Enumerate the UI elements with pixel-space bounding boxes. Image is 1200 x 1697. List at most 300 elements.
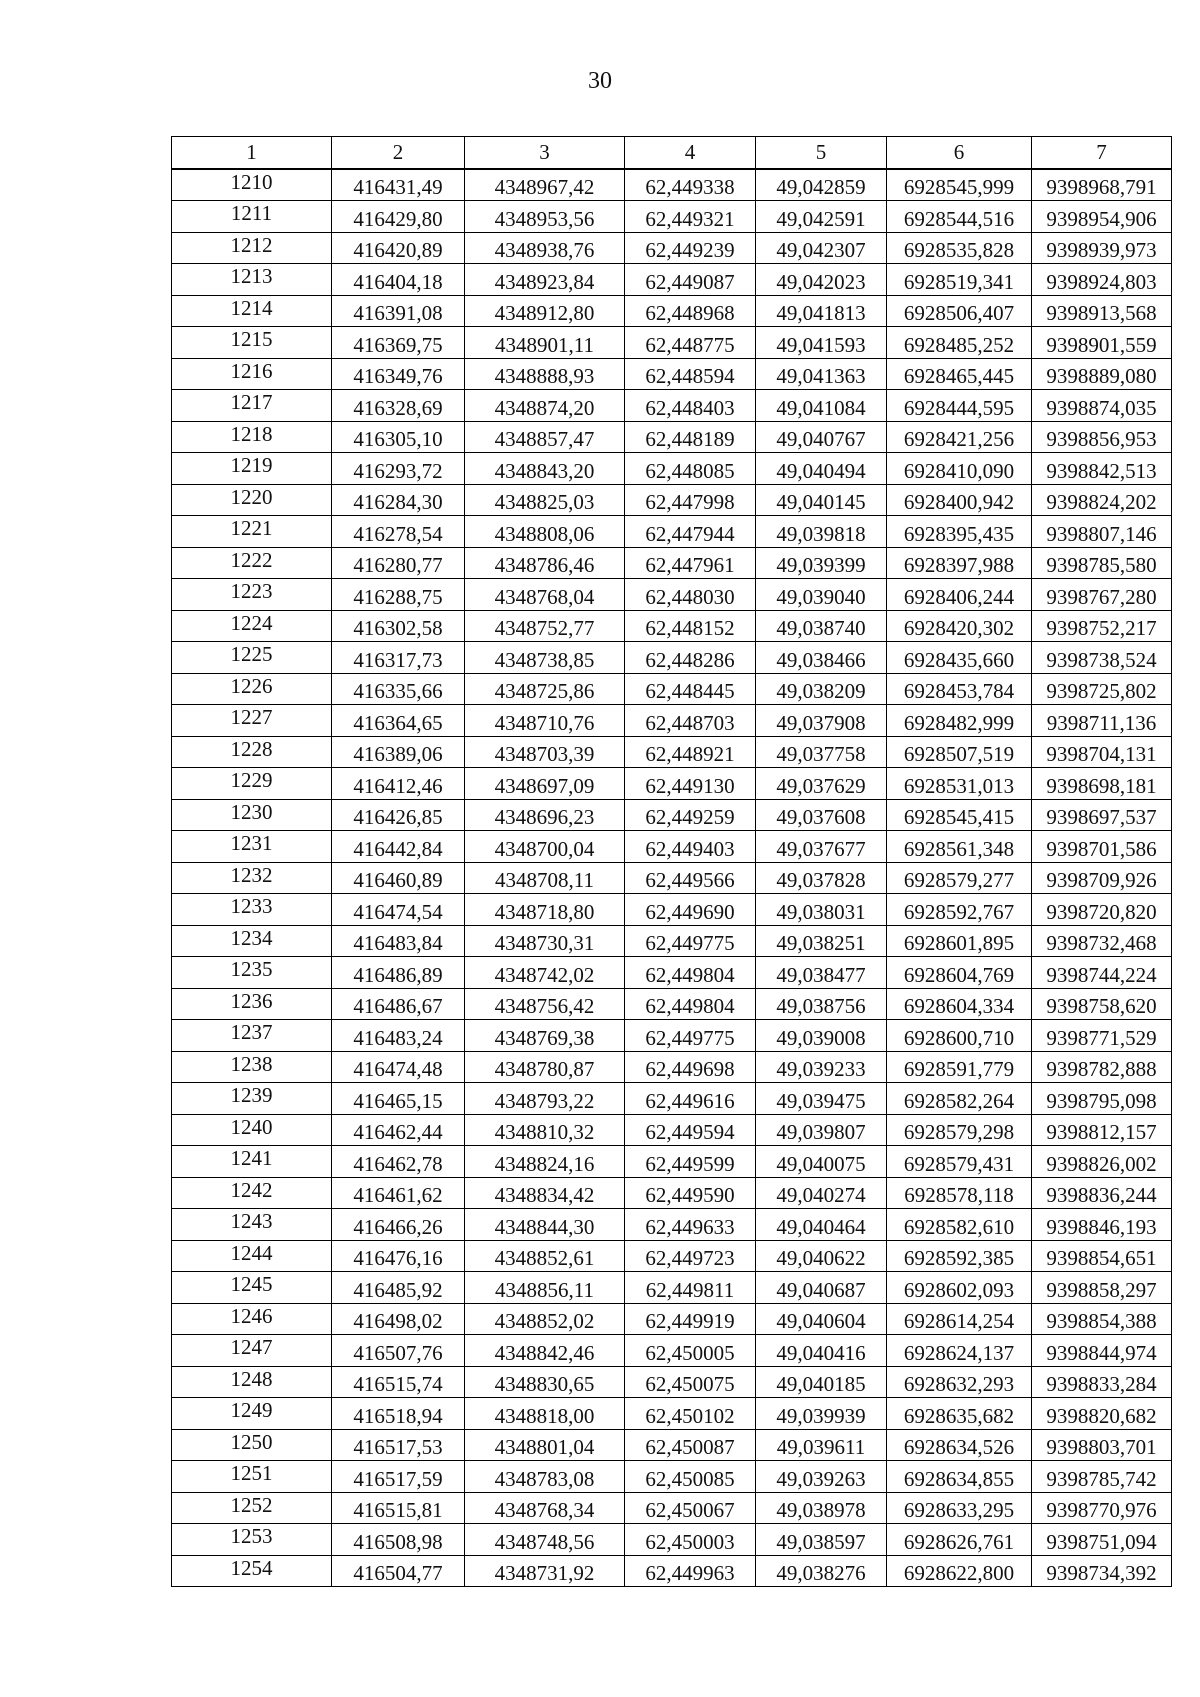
table-row bbox=[172, 988, 1172, 1020]
coordinate-cell: 416465,15 bbox=[332, 1083, 465, 1115]
coordinate-cell: 9398701,586 bbox=[1032, 831, 1172, 863]
coordinate-cell: 416288,75 bbox=[332, 579, 465, 611]
coordinate-cell: 9398842,513 bbox=[1032, 453, 1172, 485]
point-number-cell: 1253 bbox=[172, 1524, 332, 1556]
point-number-cell: 1221 bbox=[172, 516, 332, 548]
coordinate-cell: 49,039008 bbox=[756, 1020, 887, 1052]
coordinate-cell: 9398734,392 bbox=[1032, 1555, 1172, 1587]
table-row bbox=[172, 1398, 1172, 1430]
point-number-cell: 1226 bbox=[172, 673, 332, 705]
column-header-6: 6 bbox=[887, 137, 1032, 169]
coordinate-cell: 62,450067 bbox=[625, 1492, 756, 1524]
coordinate-cell: 62,449804 bbox=[625, 988, 756, 1020]
point-number-cell: 1249 bbox=[172, 1398, 332, 1430]
coordinate-cell: 6928634,855 bbox=[887, 1461, 1032, 1493]
coordinate-cell: 62,449804 bbox=[625, 957, 756, 989]
coordinate-cell: 62,450087 bbox=[625, 1429, 756, 1461]
coordinate-cell: 416507,76 bbox=[332, 1335, 465, 1367]
point-number-cell: 1248 bbox=[172, 1366, 332, 1398]
page-number: 30 bbox=[588, 68, 612, 94]
point-number-cell: 1219 bbox=[172, 453, 332, 485]
coordinate-cell: 62,450075 bbox=[625, 1366, 756, 1398]
coordinate-cell: 62,450005 bbox=[625, 1335, 756, 1367]
point-number-cell: 1250 bbox=[172, 1429, 332, 1461]
table-row bbox=[172, 1524, 1172, 1556]
coordinate-cell: 49,038209 bbox=[756, 673, 887, 705]
coordinate-cell: 9398854,388 bbox=[1032, 1303, 1172, 1335]
coordinate-cell: 9398725,802 bbox=[1032, 673, 1172, 705]
point-number-cell: 1246 bbox=[172, 1303, 332, 1335]
coordinate-cell: 49,038740 bbox=[756, 610, 887, 642]
coordinate-cell: 62,448703 bbox=[625, 705, 756, 737]
coordinate-cell: 4348825,03 bbox=[465, 484, 625, 516]
coordinate-cell: 6928592,385 bbox=[887, 1240, 1032, 1272]
coordinate-cell: 49,039818 bbox=[756, 516, 887, 548]
column-header-4: 4 bbox=[625, 137, 756, 169]
coordinate-cell: 9398697,537 bbox=[1032, 799, 1172, 831]
coordinate-cell: 4348912,80 bbox=[465, 295, 625, 327]
coordinate-cell: 62,449590 bbox=[625, 1177, 756, 1209]
coordinate-cell: 416302,58 bbox=[332, 610, 465, 642]
column-header-2: 2 bbox=[332, 137, 465, 169]
coordinate-cell: 4348780,87 bbox=[465, 1051, 625, 1083]
coordinate-cell: 62,448968 bbox=[625, 295, 756, 327]
point-number-cell: 1232 bbox=[172, 862, 332, 894]
table-header-row bbox=[172, 137, 1172, 169]
table-row bbox=[172, 1209, 1172, 1241]
coordinate-cell: 6928435,660 bbox=[887, 642, 1032, 674]
coordinate-cell: 4348843,20 bbox=[465, 453, 625, 485]
point-number-cell: 1240 bbox=[172, 1114, 332, 1146]
coordinate-cell: 62,449723 bbox=[625, 1240, 756, 1272]
coordinate-cell: 62,449698 bbox=[625, 1051, 756, 1083]
table-row bbox=[172, 264, 1172, 296]
coordinate-cell: 6928604,769 bbox=[887, 957, 1032, 989]
coordinate-cell: 49,037629 bbox=[756, 768, 887, 800]
table-row bbox=[172, 862, 1172, 894]
coordinate-cell: 6928421,256 bbox=[887, 421, 1032, 453]
table-row bbox=[172, 1177, 1172, 1209]
table-row bbox=[172, 1272, 1172, 1304]
coordinate-cell: 4348756,42 bbox=[465, 988, 625, 1020]
coordinate-cell: 416426,85 bbox=[332, 799, 465, 831]
coordinate-cell: 4348842,46 bbox=[465, 1335, 625, 1367]
coordinate-cell: 9398758,620 bbox=[1032, 988, 1172, 1020]
coordinate-cell: 6928633,295 bbox=[887, 1492, 1032, 1524]
coordinate-cell: 416483,24 bbox=[332, 1020, 465, 1052]
table-row bbox=[172, 1555, 1172, 1587]
coordinate-cell: 6928579,277 bbox=[887, 862, 1032, 894]
coordinate-cell: 9398732,468 bbox=[1032, 925, 1172, 957]
coordinate-cell: 9398785,742 bbox=[1032, 1461, 1172, 1493]
coordinate-cell: 62,450085 bbox=[625, 1461, 756, 1493]
coordinate-cell: 6928626,761 bbox=[887, 1524, 1032, 1556]
coordinate-cell: 416335,66 bbox=[332, 673, 465, 705]
coordinate-cell: 6928634,526 bbox=[887, 1429, 1032, 1461]
coordinate-cell: 49,039939 bbox=[756, 1398, 887, 1430]
coordinate-cell: 9398812,157 bbox=[1032, 1114, 1172, 1146]
coordinate-cell: 4348697,09 bbox=[465, 768, 625, 800]
coordinate-cell: 4348718,80 bbox=[465, 894, 625, 926]
coordinate-cell: 4348857,47 bbox=[465, 421, 625, 453]
coordinate-cell: 4348938,76 bbox=[465, 232, 625, 264]
point-number-cell: 1212 bbox=[172, 232, 332, 264]
coordinate-cell: 6928400,942 bbox=[887, 484, 1032, 516]
coordinate-cell: 9398913,568 bbox=[1032, 295, 1172, 327]
coordinate-cell: 6928624,137 bbox=[887, 1335, 1032, 1367]
coordinate-cell: 416284,30 bbox=[332, 484, 465, 516]
point-number-cell: 1231 bbox=[172, 831, 332, 863]
coordinate-cell: 62,449599 bbox=[625, 1146, 756, 1178]
coordinate-cell: 4348818,00 bbox=[465, 1398, 625, 1430]
table-row bbox=[172, 1020, 1172, 1052]
coordinate-cell: 62,449775 bbox=[625, 925, 756, 957]
coordinate-cell: 9398751,094 bbox=[1032, 1524, 1172, 1556]
coordinate-cell: 4348810,32 bbox=[465, 1114, 625, 1146]
table-row bbox=[172, 768, 1172, 800]
coordinate-cell: 62,449403 bbox=[625, 831, 756, 863]
coordinate-cell: 416474,48 bbox=[332, 1051, 465, 1083]
coordinate-cell: 6928395,435 bbox=[887, 516, 1032, 548]
coordinate-cell: 6928561,348 bbox=[887, 831, 1032, 863]
coordinate-cell: 416431,49 bbox=[332, 169, 465, 201]
coordinate-cell: 416328,69 bbox=[332, 390, 465, 422]
coordinate-cell: 49,041593 bbox=[756, 327, 887, 359]
table-row bbox=[172, 705, 1172, 737]
point-number-cell: 1225 bbox=[172, 642, 332, 674]
coordinate-cell: 4348696,23 bbox=[465, 799, 625, 831]
coordinate-cell: 416517,53 bbox=[332, 1429, 465, 1461]
coordinate-cell: 4348768,04 bbox=[465, 579, 625, 611]
coordinate-cell: 4348923,84 bbox=[465, 264, 625, 296]
coordinate-cell: 49,037828 bbox=[756, 862, 887, 894]
coordinate-cell: 62,449633 bbox=[625, 1209, 756, 1241]
coordinate-cell: 62,448085 bbox=[625, 453, 756, 485]
coordinate-cell: 49,041363 bbox=[756, 358, 887, 390]
coordinate-cell: 9398782,888 bbox=[1032, 1051, 1172, 1083]
coordinate-cell: 49,040622 bbox=[756, 1240, 887, 1272]
coordinate-cell: 6928444,595 bbox=[887, 390, 1032, 422]
coordinate-cell: 416498,02 bbox=[332, 1303, 465, 1335]
coordinate-cell: 4348786,46 bbox=[465, 547, 625, 579]
coordinate-cell: 62,449259 bbox=[625, 799, 756, 831]
coordinate-cell: 62,450102 bbox=[625, 1398, 756, 1430]
table-row bbox=[172, 1083, 1172, 1115]
coordinate-cell: 4348731,92 bbox=[465, 1555, 625, 1587]
coordinate-cell: 49,042859 bbox=[756, 169, 887, 201]
point-number-cell: 1234 bbox=[172, 925, 332, 957]
coordinate-cell: 4348834,42 bbox=[465, 1177, 625, 1209]
table-row bbox=[172, 579, 1172, 611]
table-row bbox=[172, 295, 1172, 327]
coordinate-cell: 62,449919 bbox=[625, 1303, 756, 1335]
coordinate-cell: 4348874,20 bbox=[465, 390, 625, 422]
coordinate-cell: 6928406,244 bbox=[887, 579, 1032, 611]
table-row bbox=[172, 925, 1172, 957]
coordinate-cell: 4348830,65 bbox=[465, 1366, 625, 1398]
table-row bbox=[172, 169, 1172, 201]
coordinate-cell: 9398709,926 bbox=[1032, 862, 1172, 894]
coordinates-table bbox=[171, 136, 1172, 1587]
coordinate-cell: 4348801,04 bbox=[465, 1429, 625, 1461]
table-row bbox=[172, 1335, 1172, 1367]
table-row bbox=[172, 957, 1172, 989]
table-row bbox=[172, 894, 1172, 926]
table-row bbox=[172, 516, 1172, 548]
coordinate-cell: 6928507,519 bbox=[887, 736, 1032, 768]
coordinate-cell: 6928600,710 bbox=[887, 1020, 1032, 1052]
coordinate-cell: 4348844,30 bbox=[465, 1209, 625, 1241]
coordinate-cell: 416504,77 bbox=[332, 1555, 465, 1587]
coordinate-cell: 49,042023 bbox=[756, 264, 887, 296]
coordinate-cell: 6928604,334 bbox=[887, 988, 1032, 1020]
point-number-cell: 1242 bbox=[172, 1177, 332, 1209]
coordinate-cell: 49,040464 bbox=[756, 1209, 887, 1241]
coordinate-cell: 62,449338 bbox=[625, 169, 756, 201]
coordinate-cell: 4348852,02 bbox=[465, 1303, 625, 1335]
coordinate-cell: 416389,06 bbox=[332, 736, 465, 768]
coordinate-cell: 6928578,118 bbox=[887, 1177, 1032, 1209]
table-row bbox=[172, 673, 1172, 705]
coordinate-cell: 416349,76 bbox=[332, 358, 465, 390]
coordinate-cell: 6928579,431 bbox=[887, 1146, 1032, 1178]
table-row bbox=[172, 484, 1172, 516]
point-number-cell: 1238 bbox=[172, 1051, 332, 1083]
coordinate-cell: 62,449616 bbox=[625, 1083, 756, 1115]
coordinate-cell: 9398795,098 bbox=[1032, 1083, 1172, 1115]
table-row bbox=[172, 831, 1172, 863]
coordinate-cell: 6928601,895 bbox=[887, 925, 1032, 957]
table-row bbox=[172, 1492, 1172, 1524]
point-number-cell: 1216 bbox=[172, 358, 332, 390]
coordinate-cell: 49,042307 bbox=[756, 232, 887, 264]
coordinate-cell: 49,038276 bbox=[756, 1555, 887, 1587]
coordinate-cell: 62,448152 bbox=[625, 610, 756, 642]
coordinate-cell: 4348700,04 bbox=[465, 831, 625, 863]
point-number-cell: 1251 bbox=[172, 1461, 332, 1493]
point-number-cell: 1214 bbox=[172, 295, 332, 327]
coordinate-cell: 4348768,34 bbox=[465, 1492, 625, 1524]
coordinate-cell: 49,040075 bbox=[756, 1146, 887, 1178]
coordinate-cell: 6928453,784 bbox=[887, 673, 1032, 705]
coordinate-cell: 62,449239 bbox=[625, 232, 756, 264]
coordinate-cell: 4348725,86 bbox=[465, 673, 625, 705]
coordinate-cell: 416461,62 bbox=[332, 1177, 465, 1209]
point-number-cell: 1210 bbox=[172, 169, 332, 201]
table-row bbox=[172, 1114, 1172, 1146]
coordinate-cell: 9398833,284 bbox=[1032, 1366, 1172, 1398]
coordinate-cell: 4348901,11 bbox=[465, 327, 625, 359]
coordinate-cell: 62,448286 bbox=[625, 642, 756, 674]
point-number-cell: 1224 bbox=[172, 610, 332, 642]
coordinate-cell: 49,042591 bbox=[756, 201, 887, 233]
coordinate-cell: 416278,54 bbox=[332, 516, 465, 548]
coordinate-cell: 49,040494 bbox=[756, 453, 887, 485]
coordinate-cell: 62,449963 bbox=[625, 1555, 756, 1587]
coordinate-cell: 4348703,39 bbox=[465, 736, 625, 768]
coordinate-cell: 4348783,08 bbox=[465, 1461, 625, 1493]
coordinate-cell: 9398836,244 bbox=[1032, 1177, 1172, 1209]
coordinate-cell: 4348708,11 bbox=[465, 862, 625, 894]
coordinate-cell: 416486,89 bbox=[332, 957, 465, 989]
coordinate-cell: 62,449811 bbox=[625, 1272, 756, 1304]
coordinate-cell: 49,038466 bbox=[756, 642, 887, 674]
column-header-7: 7 bbox=[1032, 137, 1172, 169]
point-number-cell: 1215 bbox=[172, 327, 332, 359]
coordinate-cell: 4348738,85 bbox=[465, 642, 625, 674]
coordinate-cell: 6928519,341 bbox=[887, 264, 1032, 296]
coordinate-cell: 62,448775 bbox=[625, 327, 756, 359]
coordinate-cell: 9398752,217 bbox=[1032, 610, 1172, 642]
coordinate-cell: 49,039233 bbox=[756, 1051, 887, 1083]
point-number-cell: 1211 bbox=[172, 201, 332, 233]
point-number-cell: 1233 bbox=[172, 894, 332, 926]
coordinate-cell: 4348752,77 bbox=[465, 610, 625, 642]
coordinate-cell: 49,037758 bbox=[756, 736, 887, 768]
coordinate-cell: 416429,80 bbox=[332, 201, 465, 233]
coordinate-cell: 416293,72 bbox=[332, 453, 465, 485]
coordinate-cell: 6928482,999 bbox=[887, 705, 1032, 737]
coordinate-cell: 416460,89 bbox=[332, 862, 465, 894]
coordinate-cell: 49,039475 bbox=[756, 1083, 887, 1115]
coordinate-cell: 416462,44 bbox=[332, 1114, 465, 1146]
coordinate-cell: 6928582,610 bbox=[887, 1209, 1032, 1241]
coordinate-cell: 62,448445 bbox=[625, 673, 756, 705]
coordinate-cell: 49,039263 bbox=[756, 1461, 887, 1493]
coordinate-cell: 4348888,93 bbox=[465, 358, 625, 390]
coordinate-cell: 416508,98 bbox=[332, 1524, 465, 1556]
coordinate-cell: 49,038031 bbox=[756, 894, 887, 926]
coordinate-cell: 9398826,002 bbox=[1032, 1146, 1172, 1178]
coordinate-cell: 6928545,415 bbox=[887, 799, 1032, 831]
table-row bbox=[172, 799, 1172, 831]
point-number-cell: 1217 bbox=[172, 390, 332, 422]
table-row bbox=[172, 610, 1172, 642]
coordinate-cell: 49,041084 bbox=[756, 390, 887, 422]
column-header-5: 5 bbox=[756, 137, 887, 169]
table-row bbox=[172, 1146, 1172, 1178]
coordinate-cell: 4348824,16 bbox=[465, 1146, 625, 1178]
point-number-cell: 1223 bbox=[172, 579, 332, 611]
coordinate-cell: 6928582,264 bbox=[887, 1083, 1032, 1115]
point-number-cell: 1227 bbox=[172, 705, 332, 737]
table-row bbox=[172, 1051, 1172, 1083]
coordinate-cell: 416391,08 bbox=[332, 295, 465, 327]
coordinate-cell: 49,039807 bbox=[756, 1114, 887, 1146]
table-row bbox=[172, 1461, 1172, 1493]
coordinate-cell: 416420,89 bbox=[332, 232, 465, 264]
coordinate-cell: 416476,16 bbox=[332, 1240, 465, 1272]
point-number-cell: 1220 bbox=[172, 484, 332, 516]
coordinate-cell: 9398939,973 bbox=[1032, 232, 1172, 264]
coordinate-cell: 416412,46 bbox=[332, 768, 465, 800]
coordinate-cell: 416462,78 bbox=[332, 1146, 465, 1178]
coordinate-cell: 4348748,56 bbox=[465, 1524, 625, 1556]
coordinate-cell: 6928592,767 bbox=[887, 894, 1032, 926]
coordinate-cell: 6928531,013 bbox=[887, 768, 1032, 800]
coordinate-cell: 49,037677 bbox=[756, 831, 887, 863]
table-row bbox=[172, 642, 1172, 674]
point-number-cell: 1222 bbox=[172, 547, 332, 579]
point-number-cell: 1229 bbox=[172, 768, 332, 800]
coordinate-cell: 9398785,580 bbox=[1032, 547, 1172, 579]
point-number-cell: 1243 bbox=[172, 1209, 332, 1241]
point-number-cell: 1236 bbox=[172, 988, 332, 1020]
table-row bbox=[172, 201, 1172, 233]
coordinate-cell: 4348769,38 bbox=[465, 1020, 625, 1052]
coordinate-cell: 4348953,56 bbox=[465, 201, 625, 233]
coordinate-cell: 416466,26 bbox=[332, 1209, 465, 1241]
coordinate-cell: 6928545,999 bbox=[887, 169, 1032, 201]
coordinate-cell: 49,038756 bbox=[756, 988, 887, 1020]
coordinate-cell: 9398856,953 bbox=[1032, 421, 1172, 453]
coordinate-cell: 6928579,298 bbox=[887, 1114, 1032, 1146]
coordinate-cell: 49,040145 bbox=[756, 484, 887, 516]
coordinate-cell: 4348808,06 bbox=[465, 516, 625, 548]
column-header-3: 3 bbox=[465, 137, 625, 169]
coordinate-cell: 9398954,906 bbox=[1032, 201, 1172, 233]
table-row bbox=[172, 358, 1172, 390]
coordinate-cell: 6928632,293 bbox=[887, 1366, 1032, 1398]
coordinate-cell: 62,447961 bbox=[625, 547, 756, 579]
coordinate-cell: 49,037908 bbox=[756, 705, 887, 737]
point-number-cell: 1239 bbox=[172, 1083, 332, 1115]
coordinate-cell: 49,040687 bbox=[756, 1272, 887, 1304]
table-body bbox=[172, 169, 1172, 1587]
coordinate-cell: 62,447998 bbox=[625, 484, 756, 516]
coordinate-cell: 6928410,090 bbox=[887, 453, 1032, 485]
coordinate-cell: 4348793,22 bbox=[465, 1083, 625, 1115]
coordinate-cell: 416518,94 bbox=[332, 1398, 465, 1430]
coordinate-cell: 62,449775 bbox=[625, 1020, 756, 1052]
point-number-cell: 1241 bbox=[172, 1146, 332, 1178]
coordinate-cell: 62,449690 bbox=[625, 894, 756, 926]
coordinate-cell: 9398771,529 bbox=[1032, 1020, 1172, 1052]
coordinate-cell: 49,040604 bbox=[756, 1303, 887, 1335]
point-number-cell: 1218 bbox=[172, 421, 332, 453]
point-number-cell: 1228 bbox=[172, 736, 332, 768]
coordinate-cell: 416280,77 bbox=[332, 547, 465, 579]
coordinate-cell: 62,449321 bbox=[625, 201, 756, 233]
coordinate-cell: 9398968,791 bbox=[1032, 169, 1172, 201]
coordinate-cell: 6928602,093 bbox=[887, 1272, 1032, 1304]
coordinate-cell: 4348710,76 bbox=[465, 705, 625, 737]
point-number-cell: 1254 bbox=[172, 1555, 332, 1587]
coordinate-cell: 6928485,252 bbox=[887, 327, 1032, 359]
coordinate-cell: 4348742,02 bbox=[465, 957, 625, 989]
coordinate-cell: 49,039611 bbox=[756, 1429, 887, 1461]
point-number-cell: 1213 bbox=[172, 264, 332, 296]
coordinate-cell: 49,039399 bbox=[756, 547, 887, 579]
coordinate-cell: 6928397,988 bbox=[887, 547, 1032, 579]
coordinate-cell: 9398846,193 bbox=[1032, 1209, 1172, 1241]
coordinate-cell: 62,449087 bbox=[625, 264, 756, 296]
coordinate-cell: 416483,84 bbox=[332, 925, 465, 957]
coordinate-cell: 9398738,524 bbox=[1032, 642, 1172, 674]
coordinate-cell: 62,447944 bbox=[625, 516, 756, 548]
coordinate-cell: 9398744,224 bbox=[1032, 957, 1172, 989]
coordinate-cell: 416317,73 bbox=[332, 642, 465, 674]
coordinate-cell: 49,040767 bbox=[756, 421, 887, 453]
coordinate-cell: 416485,92 bbox=[332, 1272, 465, 1304]
coordinate-cell: 62,449130 bbox=[625, 768, 756, 800]
coordinate-cell: 6928465,445 bbox=[887, 358, 1032, 390]
table-row bbox=[172, 421, 1172, 453]
coordinate-cell: 6928614,254 bbox=[887, 1303, 1032, 1335]
coordinate-cell: 9398704,131 bbox=[1032, 736, 1172, 768]
table-row bbox=[172, 547, 1172, 579]
coordinate-cell: 6928420,302 bbox=[887, 610, 1032, 642]
